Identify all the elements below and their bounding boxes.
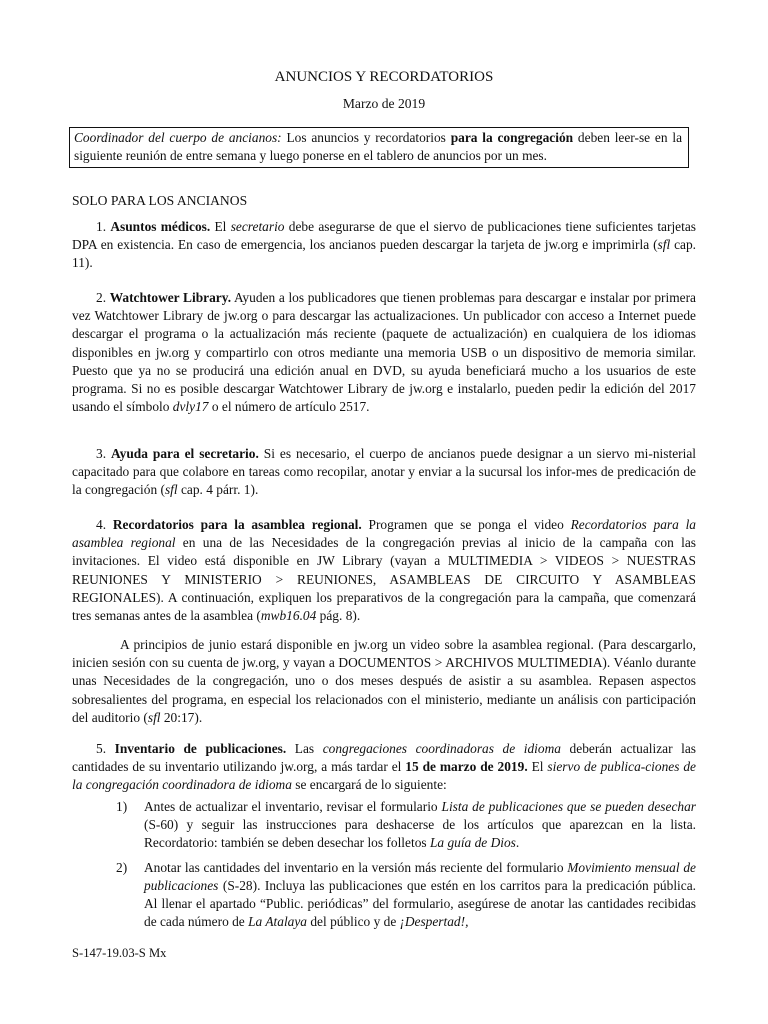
document-code-footer: S-147-19.03-S Mx <box>72 946 167 960</box>
inventory-steps-list <box>72 798 696 931</box>
coordinator-notice-box: Coordinador del cuerpo de ancianos: Los anuncios y recordatorios para la congregación deben leer-se en la siguiente reunión de entre semana y luego ponerse en el tablero de anuncios por un mes. <box>69 127 689 168</box>
document-title: ANUNCIOS Y RECORDATORIOS <box>274 69 494 85</box>
paragraph-asamblea-regional: 4. Recordatorios para la asamblea regional. Programen que se ponga el video Recordatorios para la asamblea regional en una de las Necesidades de la congregación previas al inicio de la campaña con las invitaciones. El video está disponible en JW Library (vayan a MULTIMEDIA > VIDEOS > NUESTRAS REUNIONES Y MINISTERIO > REUNIONES, ASAMBLEAS DE CIRCUITO Y ASAMBLEAS REGIONALES). A continuación, expliquen los preparativos de la congregación para la campaña, que comenzará tres semanas antes de la asamblea (mwb16.04 pág. 8). <box>72 517 697 624</box>
paragraph-inventario: 5. Inventario de publicaciones. Las congregaciones coordinadoras de idioma deberán actualizar las cantidades de su inventario utilizando jw.org, a más tardar el 15 de marzo de 2019. El siervo de publica-ciones de la congregación coordinadora de idioma se encargará de lo siguiente: <box>72 741 697 793</box>
paragraph-video-asamblea: A principios de junio estará disponible en jw.org un video sobre la asamblea regional. (Para descargarlo, inicien sesión con su cuenta de jw.org, y vayan a DOCUMENTOS > ARCHIVOS MULTIMEDIA). Véanlo durante unas Necesidades de la congregación, uno o dos meses después de asistir a su asamblea. Repasen aspectos sobresalientes del programa, en especial los relacionados con el ministerio, mediante un análisis con participación del auditorio (sfl 20:17). <box>72 637 696 725</box>
document-date: Marzo de 2019 <box>342 96 426 111</box>
paragraph-watchtower-library: 2. Watchtower Library. Ayuden a los publicadores que tienen problemas para descargar e instalar por primera vez Watchtower Library de jw.org o para descargar las actualizaciones. Un publicador con acceso a Internet puede descargar el programa o la actualización más reciente (paquete de actualización) en cualquiera de los idiomas disponibles en jw.org y compartirlo con otros mediante una memoria USB o un dispositivo de memoria similar. Puesto que ya no se producirá una edición anual en DVD, su ayuda beneficiará mucho a los usuarios de este programa. Si no es posible descargar Watchtower Library de jw.org e instalarlo, pueden pedir la edición del 2017 usando el símbolo dvly17 o el número de artículo 2517. <box>72 290 696 415</box>
section-title: SOLO PARA LOS ANCIANOS <box>72 193 248 208</box>
paragraph-asuntos-medicos: 1. Asuntos médicos. El secretario debe asegurarse de que el siervo de publicaciones tiene suficientes tarjetas DPA en existencia. En caso de emergencia, los ancianos pueden descargar la tarjeta de jw.org e imprimirla (sfl cap. 11). <box>72 219 696 271</box>
paragraph-ayuda-secretario: 3. Ayuda para el secretario. Si es necesario, el cuerpo de ancianos puede designar a un siervo mi-nisterial capacitado para que colabore en tareas como recopilar, anotar y enviar a la sucursal los infor-mes de predicación de la congregación (sfl cap. 4 párr. 1). <box>72 446 696 498</box>
notice-lead: Coordinador del cuerpo de ancianos: <box>74 130 282 145</box>
list-item: 2) Anotar las cantidades del inventario en la versión más reciente del formulario Movimiento mensual de publicaciones (S-28). Incluya las publicaciones que estén en los carritos para la predicación pública. Al llenar el apartado “Public. periódicas” del formulario, asegúrese de anotar las cantidades recibidas de cada número de La Atalaya del público y de ¡Despertad!, <box>116 859 696 930</box>
list-item: 1) Antes de actualizar el inventario, revisar el formulario Lista de publicaciones que se pueden desechar (S-60) y seguir las instrucciones para deshacerse de los artículos que aparezcan en la lista. Recordatorio: también se deben desechar los folletos La guía de Dios. <box>116 799 696 851</box>
